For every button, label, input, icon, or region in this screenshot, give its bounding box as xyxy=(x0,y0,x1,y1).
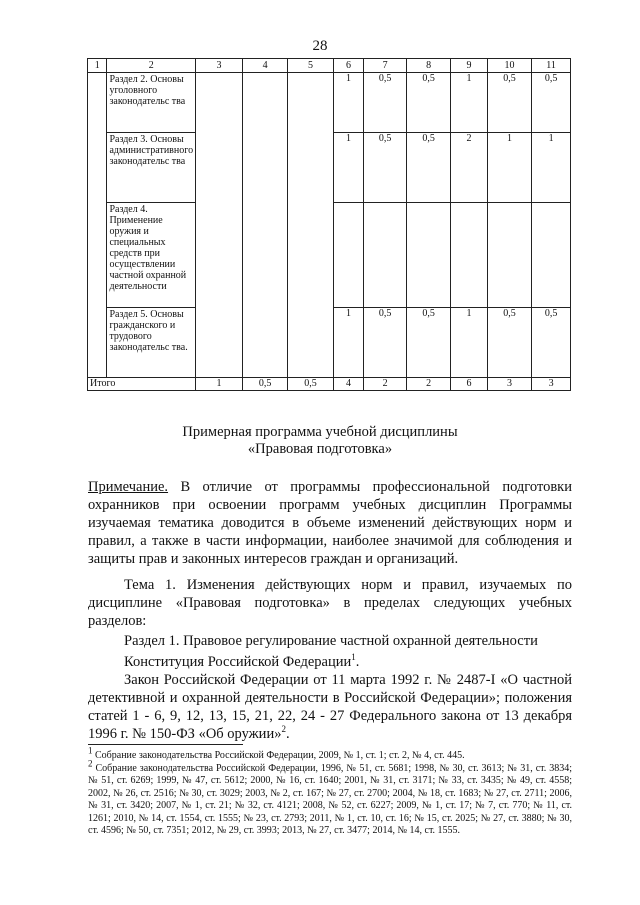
footnotes xyxy=(88,745,572,838)
table-cell: 1 xyxy=(451,308,487,378)
table-cell: 2 xyxy=(406,378,450,391)
empty-cell xyxy=(242,73,287,378)
table-cell: 0,5 xyxy=(406,133,450,203)
page-number: 28 xyxy=(312,38,328,54)
law-text: Закон Российской Федерации от 11 марта 1992 г. № 2487-I «О частной детективной и охранной деятельности в Российской Федерации»; положения статей 1 - 6, 9, 12, 13, 15, 21, 22, 24 - 27 Федерального закона от 13 декабря 1996 г. № 150-ФЗ «Об оружии» xyxy=(88,672,572,742)
section-label: Раздел 2. Основы уголовного законодательс тва xyxy=(107,73,196,133)
table-cell: 0,5 xyxy=(532,308,571,378)
empty-cell xyxy=(88,73,107,378)
column-header: 7 xyxy=(364,59,407,73)
column-header: 2 xyxy=(107,59,196,73)
table-cell: 2 xyxy=(364,378,407,391)
hours-table xyxy=(87,58,571,391)
section-label: Раздел 3. Основы административного законодательс тва xyxy=(107,133,196,203)
table-cell xyxy=(451,203,487,308)
column-header: 4 xyxy=(242,59,287,73)
table-cell xyxy=(406,203,450,308)
table-cell xyxy=(487,203,531,308)
column-header: 11 xyxy=(532,59,571,73)
footnote-text: Собрание законодательства Российской Федерации, 1996, № 51, ст. 5681; 1998, № 30, ст. 3613; № 31, ст. 3834; № 51, ст. 6269; 1999, № 47, ст. 5612; 2000, № 16, ст. 1640; 2001, № 31, ст. 3171; № 33, ст. 3435; № 49, ст. 4558; 2002, № 26, ст. 2516; № 30, ст. 3029; 2003, № 2, ст. 167; № 27, ст. 2700; 2004, № 18, ст. 1683; № 27, ст. 2711; 2006, № 31, ст. 3420; 2007, № 1, ст. 21; № 32, ст. 4121; 2008, № 52, ст. 6227; 2009, № 1, ст. 17; № 7, ст. 770; № 11, ст. 1261; 2010, № 14, ст. 1554, ст. 1555; № 23, ст. 2793; 2011, № 1, ст. 10, ст. 16; № 15, ст. 2025; № 27, ст. 3880; № 30, ст. 4596; № 50, ст. 7351; 2012, № 29, ст. 3993; 2013, № 27, ст. 3477; 2014, № 14, ст. 1555. xyxy=(88,762,572,836)
program-title-line-1: Примерная программа учебной дисциплины xyxy=(182,424,458,440)
footnote-divider xyxy=(88,744,243,745)
constitution-text: Конституция Российской Федерации xyxy=(124,654,352,670)
note-paragraph xyxy=(88,478,572,568)
footnote-1 xyxy=(88,745,572,763)
empty-cell xyxy=(288,73,333,378)
table-cell xyxy=(333,203,364,308)
table-cell: 0,5 xyxy=(532,73,571,133)
table-cell: 0,5 xyxy=(364,133,407,203)
footnote-ref-1: 1 xyxy=(351,652,356,663)
note-label: Примечание. xyxy=(88,479,169,495)
footnote-mark: 1 xyxy=(88,745,93,756)
table-cell: 1 xyxy=(487,133,531,203)
column-header: 1 xyxy=(88,59,107,73)
program-title xyxy=(0,424,640,458)
column-header: 6 xyxy=(333,59,364,73)
column-header: 3 xyxy=(196,59,243,73)
total-row xyxy=(88,378,571,391)
table-cell: 0,5 xyxy=(406,73,450,133)
table-cell: 4 xyxy=(333,378,364,391)
table-cell: 0,5 xyxy=(364,308,407,378)
section-1-heading: Раздел 1. Правовое регулирование частной охранной деятельности xyxy=(124,633,538,649)
law-paragraph xyxy=(88,671,572,743)
table-cell: 1 xyxy=(333,133,364,203)
column-header: 10 xyxy=(487,59,531,73)
column-header: 5 xyxy=(288,59,333,73)
table-cell: 6 xyxy=(451,378,487,391)
program-title-line-2: «Правовая подготовка» xyxy=(247,441,393,457)
constitution-end: . xyxy=(355,654,360,670)
table-cell: 0,5 xyxy=(364,73,407,133)
column-header: 8 xyxy=(406,59,450,73)
table-cell: 3 xyxy=(532,378,571,391)
table-cell: 0,5 xyxy=(288,378,333,391)
table-cell: 1 xyxy=(196,378,243,391)
footnote-ref-2: 2 xyxy=(281,724,286,735)
law-end: . xyxy=(285,726,290,742)
table-cell: 0,5 xyxy=(406,308,450,378)
table-header-row xyxy=(88,59,571,73)
topic-paragraph: Тема 1. Изменения действующих норм и правил, изучаемых по дисциплине «Правовая подготовка» в пределах следующих учебных разделов: xyxy=(88,577,572,629)
table-cell xyxy=(364,203,407,308)
table-cell: 1 xyxy=(451,73,487,133)
total-label: Итого xyxy=(88,378,196,391)
note-text: В отличие от программы профессиональной подготовки охранников при освоении программ учебных дисциплин Программы изучаемая тематика доводится в объеме изменений действующих норм и правил, а также в части информации, наиболее значимой для соблюдения и защиты прав и законных интересов граждан и организаций. xyxy=(88,479,572,567)
footnote-mark: 2 xyxy=(88,758,93,769)
table-cell: 1 xyxy=(333,308,364,378)
constitution-line xyxy=(88,653,572,671)
table-cell: 0,5 xyxy=(242,378,287,391)
table-cell: 0,5 xyxy=(487,308,531,378)
table-cell: 2 xyxy=(451,133,487,203)
empty-cell xyxy=(196,73,243,378)
table-cell: 3 xyxy=(487,378,531,391)
section-label: Раздел 5. Основы гражданского и трудового законодательс тва. xyxy=(107,308,196,378)
column-header: 9 xyxy=(451,59,487,73)
table-cell xyxy=(532,203,571,308)
table-row xyxy=(88,73,571,133)
section-label: Раздел 4. Применение оружия и специальных средств при осуществлении частной охранной деятельности xyxy=(107,203,196,308)
footnote-2 xyxy=(88,758,572,838)
table-cell: 0,5 xyxy=(487,73,531,133)
table-cell: 1 xyxy=(333,73,364,133)
table-cell: 1 xyxy=(532,133,571,203)
footnote-text: Собрание законодательства Российской Федерации, 2009, № 1, ст. 1; ст. 2, № 4, ст. 445. xyxy=(92,750,465,761)
